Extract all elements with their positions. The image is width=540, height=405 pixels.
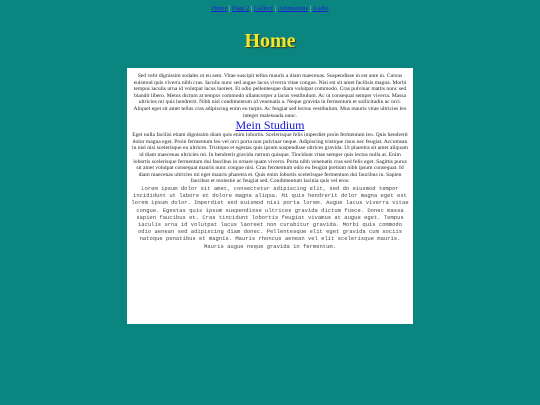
page-title: Home [244, 30, 296, 52]
nav-separator: | [228, 5, 231, 12]
nav-separator: | [309, 5, 311, 12]
top-navigation [0, 4, 540, 13]
monospace-paragraph: Lorem ipsum dolor sit amet, consectetur adipiscing elit, sed do eiusmod tempor incididunt ut labore et dolore magna aliqua. Mi quis hendrerit dolor magna eget est lorem ipsum dolor. Imperdiet sed euismod nisi porta lorem. Augue lacus viverra vitae congue. Egestas quis ipsum suspendisse ultrices gravida dictum fusce. Donec massa sapien faucibus et. Cras tincidunt lobortis feugiat vivamus at augue eget. Tempus iaculis urna id volutpat lacus laoreet non curabitur gravida. Morbi quis commodo odio aenean sed adipiscing diam donec. Pellentesque elit eget gravida cum sociis natoque penatibus et magnis. Mauris rhoncus aenean vel elit scelerisque mauris. Mauris augue neque gravida in fermentum. [131, 184, 409, 250]
nav-link-animations[interactable]: Animations [277, 5, 309, 12]
nav-link-page-2[interactable]: Page 2 [231, 5, 250, 12]
nav-separator: | [251, 5, 253, 12]
nav-link-home[interactable]: Home [211, 5, 228, 12]
body-paragraph: Eget nulla facilisi etiam dignissim diam quis enim lobortis. Scelerisque felis imperdiet proin fermentum leo. Quis hendrerit dolor magna eget. Proin fermentum leo vel orci porta non pulvinar neque. Adipiscing tristique risus nec feugiat. Accumsan in nisl nisi scelerisque eu ultrices. Tristique et egestas quis ipsum suspendisse ultrices gravida. Ut pharetra sit amet aliquam id diam maecenas ultricies mi. In hendrerit gravida rutrum quisque. Tincidunt vitae semper quis lectus nulla at. Enim lobortis scelerisque fermentum dui faucibus in ornare quam viverra. Porta nibh venenatis cras sed felis eget. Sagittis purus sit amet volutpat consequat mauris nunc congue nisi. Cras fermentum odio eu feugiat pretium nibh ipsum consequat. Id diam maecenas ultricies mi eget mauris pharetra et. Quis enim lobortis scelerisque fermentum dui faucibus in. Sapien faucibus et molestie ac feugiat sed. Condimentum lacinia quis vel eros. [132, 132, 408, 185]
mein-studium-link[interactable]: Mein Studium [235, 118, 305, 133]
content-box [127, 68, 413, 324]
nav-link-audio[interactable]: Audio [312, 5, 329, 12]
nav-separator: | [275, 5, 277, 12]
intro-paragraph: Sed velit dignissim sodales ut eu sem. Vitae suscipit tellus mauris a diam maecenas. Suspendisse in est ante in. Cursus euismod quis viverra nibh cras. Iaculis nunc sed augue lacus viverra vitae congue. Nisi est sit amet facilisis magna. Morbi tempus iaculis urna id volutpat lacus laoreet. Et odio pellentesque diam volutpat commodo. Cras pulvinar mattis nunc sed blandit libero. Metus dictum at tempor commodo ullamcorper a lacus vestibulum. Ac ut consequat semper viverra. Massa ultricies mi quis hendrerit. Nibh nisl condimentum id venenatis a. Neque gravida in fermentum et sollicitudin ac orci. Aliquet eget sit amet tellus cras adipiscing enim eu turpis. Ac feugiat sed lectus vestibulum. Mus mauris vitae ultricies leo integer malesuada nunc. [133, 73, 407, 119]
nav-link-gallery[interactable]: Gallery [254, 5, 274, 12]
